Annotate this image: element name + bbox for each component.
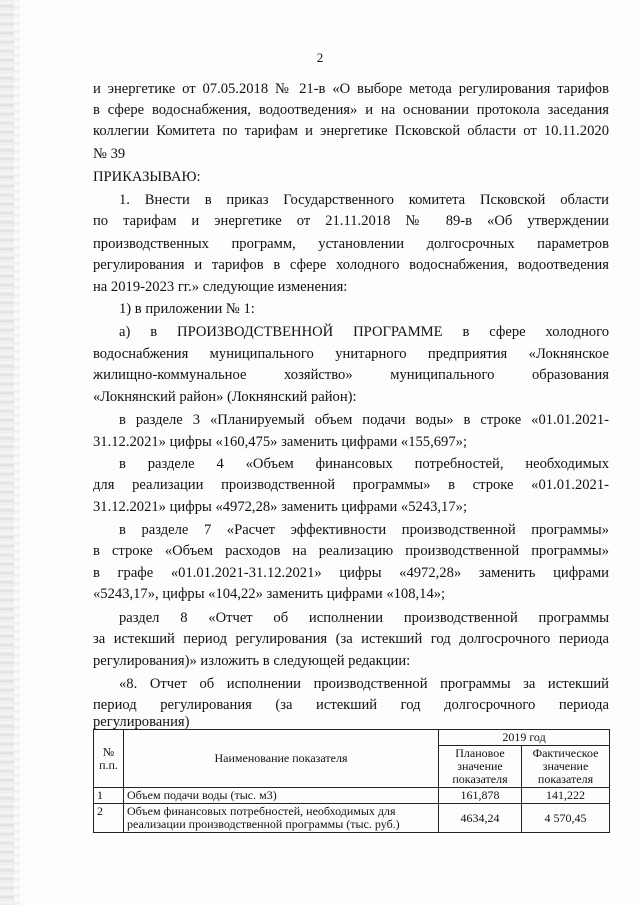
text-line: раздел 8 «Отчет об исполнении производственной программы [119,610,609,626]
text-line: регулирования и тарифов в сфере холодного водоснабжения, водоотведения [93,257,609,273]
text-line: для реализации производственной программы» в строке «01.01.2021- [93,477,609,493]
page-number: 2 [316,50,324,65]
text-line: в разделе 3 «Планируемый объем подачи воды» в строке «01.01.2021- [119,412,609,428]
text-line: на 2019-2023 гг.» следующие изменения: [93,279,348,295]
text-line: в разделе 7 «Расчет эффективности производственной программы» [119,522,609,538]
header-planned-value: Плановое значение показателя [439,746,522,788]
text-line: 31.12.2021» цифры «4972,28» заменить цифрами «5243,17»; [93,499,467,515]
row-actual-value: 141,222 [522,788,610,804]
report-table [93,729,610,833]
text-line: «8. Отчет об исполнении производственной программы за истекший [119,676,609,692]
scan-edge-shadow-inner [14,0,20,905]
text-line: регулирования)» изложить в следующей редакции: [93,653,411,669]
text-line: в разделе 4 «Объем финансовых потребностей, необходимых [119,456,609,472]
text-line: водоснабжения муниципального унитарного предприятия «Локнянское [93,346,609,362]
row-planned-value: 161,878 [439,788,522,804]
text-line: в графе «01.01.2021-31.12.2021» цифры «4972,28» заменить цифрами [93,565,609,581]
header-number: № п.п. [94,730,124,788]
scan-edge-shadow [0,0,14,905]
row-actual-value: 4 570,45 [522,804,610,833]
text-line: «5243,17», цифры «104,22» заменить цифрами «108,14»; [93,586,446,602]
order-heading: ПРИКАЗЫВАЮ: [93,169,201,185]
text-line: 1) в приложении № 1: [119,301,255,317]
table-row [94,804,610,833]
text-line: в строке «Объем расходов на реализацию производственной программы» [93,543,609,559]
text-line: «Локнянский район» (Локнянский район): [93,389,357,405]
text-line: 31.12.2021» цифры «160,475» заменить цифрами «155,697»; [93,434,467,450]
text-line: жилищно-коммунальное хозяйство» муниципального образования [93,367,609,383]
header-indicator-name: Наименование показателя [124,730,439,788]
text-line: коллегии Комитета по тарифам и энергетике Псковской области от 10.11.2020 [93,123,609,139]
text-line: период регулирования (за истекший год долгосрочного периода [93,697,609,713]
text-line: в сфере водоснабжения, водоотведения» и на основании протокола заседания [93,102,609,118]
text-line: по тарифам и энергетике от 21.11.2018 № 89-в «Об утверждении [93,213,609,229]
row-indicator-name: Объем финансовых потребностей, необходимых для реализации производственной программы (тыс. руб.) [124,804,439,833]
table-row [94,788,610,804]
header-actual-value: Фактическое значение показателя [522,746,610,788]
text-line: регулирования) [93,714,190,730]
text-line: № 39 [93,146,126,162]
row-planned-value: 4634,24 [439,804,522,833]
header-year: 2019 год [439,730,610,746]
row-number: 1 [94,788,124,804]
text-line: а) в ПРОИЗВОДСТВЕННОЙ ПРОГРАММЕ в сфере холодного [119,324,609,340]
text-line: производственных программ, установлении долгосрочных параметров [93,236,609,252]
row-number: 2 [94,804,124,833]
text-line: за истекший период регулирования (за истекший год долгосрочного периода [93,631,609,647]
text-line: и энергетике от 07.05.2018 № 21-в «О выборе метода регулирования тарифов [93,81,609,97]
text-line: 1. Внести в приказ Государственного комитета Псковской области [119,192,609,208]
row-indicator-name: Объем подачи воды (тыс. м3) [124,788,439,804]
